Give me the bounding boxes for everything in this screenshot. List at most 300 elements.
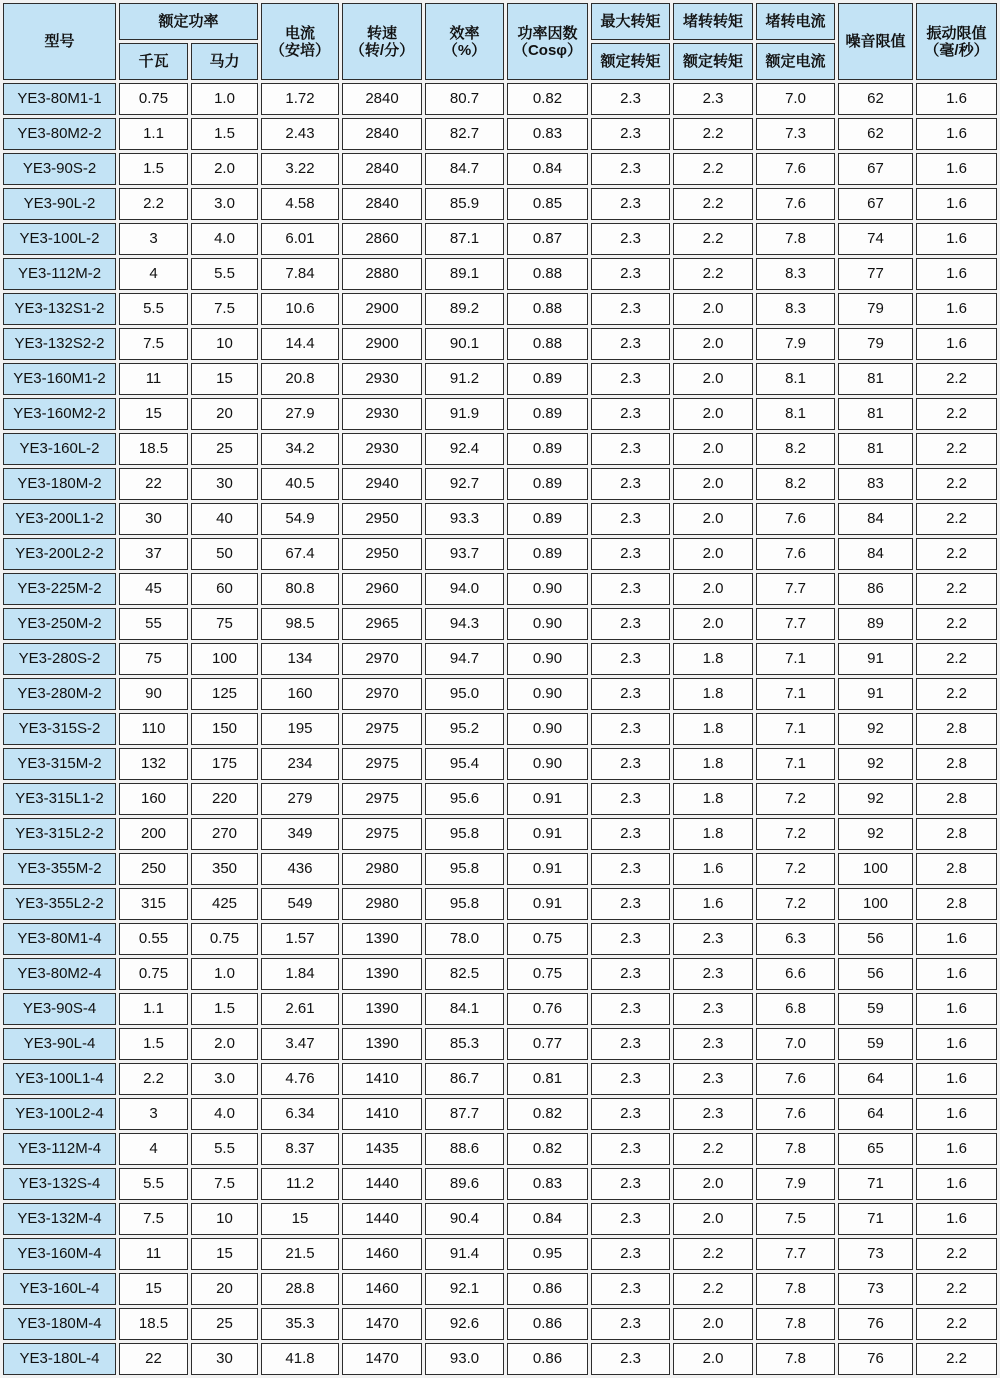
cell-vibration-limit: 1.6 (916, 1028, 997, 1060)
cell-kw: 2.2 (119, 188, 188, 220)
cell-power-factor: 0.88 (507, 293, 588, 325)
cell-kw: 250 (119, 853, 188, 885)
cell-max-torque-ratio: 2.3 (591, 503, 670, 535)
cell-locked-current-ratio: 7.7 (756, 1238, 835, 1270)
cell-max-torque-ratio: 2.3 (591, 293, 670, 325)
cell-locked-current-ratio: 7.2 (756, 853, 835, 885)
cell-hp: 7.5 (191, 293, 258, 325)
cell-locked-current-ratio: 6.6 (756, 958, 835, 990)
cell-kw: 3 (119, 1098, 188, 1130)
cell-hp: 30 (191, 468, 258, 500)
cell-vibration-limit: 2.2 (916, 363, 997, 395)
cell-max-torque-ratio: 2.3 (591, 118, 670, 150)
cell-hp: 20 (191, 1273, 258, 1305)
cell-model: YE3-160M-4 (3, 1238, 116, 1270)
cell-hp: 1.5 (191, 118, 258, 150)
table-row (3, 1028, 997, 1060)
cell-noise-limit: 91 (838, 678, 913, 710)
cell-noise-limit: 67 (838, 188, 913, 220)
cell-speed: 2970 (342, 678, 422, 710)
cell-max-torque-ratio: 2.3 (591, 853, 670, 885)
cell-model: YE3-160L-2 (3, 433, 116, 465)
table-row (3, 713, 997, 745)
cell-model: YE3-112M-2 (3, 258, 116, 290)
cell-locked-current-ratio: 8.3 (756, 258, 835, 290)
table-row (3, 818, 997, 850)
cell-hp: 5.5 (191, 1133, 258, 1165)
cell-power-factor: 0.89 (507, 538, 588, 570)
table-row (3, 433, 997, 465)
cell-current: 28.8 (261, 1273, 339, 1305)
cell-model: YE3-280S-2 (3, 643, 116, 675)
cell-locked-current-ratio: 7.9 (756, 328, 835, 360)
cell-speed: 1390 (342, 1028, 422, 1060)
cell-kw: 11 (119, 1238, 188, 1270)
cell-current: 7.84 (261, 258, 339, 290)
cell-noise-limit: 62 (838, 118, 913, 150)
cell-max-torque-ratio: 2.3 (591, 678, 670, 710)
cell-speed: 2840 (342, 118, 422, 150)
cell-locked-torque-ratio: 1.8 (673, 643, 753, 675)
cell-locked-current-ratio: 7.1 (756, 748, 835, 780)
cell-current: 279 (261, 783, 339, 815)
table-row (3, 293, 997, 325)
cell-noise-limit: 64 (838, 1098, 913, 1130)
cell-speed: 2980 (342, 888, 422, 920)
cell-max-torque-ratio: 2.3 (591, 888, 670, 920)
cell-noise-limit: 74 (838, 223, 913, 255)
cell-efficiency: 84.7 (425, 153, 504, 185)
cell-kw: 0.75 (119, 83, 188, 115)
cell-model: YE3-132M-4 (3, 1203, 116, 1235)
cell-vibration-limit: 1.6 (916, 923, 997, 955)
cell-vibration-limit: 1.6 (916, 958, 997, 990)
cell-current: 27.9 (261, 398, 339, 430)
cell-locked-current-ratio: 7.6 (756, 1098, 835, 1130)
cell-power-factor: 0.91 (507, 853, 588, 885)
cell-efficiency: 94.3 (425, 608, 504, 640)
cell-vibration-limit: 1.6 (916, 328, 997, 360)
table-row (3, 958, 997, 990)
cell-kw: 315 (119, 888, 188, 920)
table-row (3, 1203, 997, 1235)
table-row (3, 328, 997, 360)
col-header-noise-limit: 噪音限值 (838, 3, 913, 80)
cell-efficiency: 91.2 (425, 363, 504, 395)
cell-noise-limit: 62 (838, 83, 913, 115)
cell-noise-limit: 71 (838, 1168, 913, 1200)
col-header-speed (342, 3, 422, 80)
table-row (3, 608, 997, 640)
cell-locked-current-ratio: 7.8 (756, 223, 835, 255)
cell-efficiency: 92.7 (425, 468, 504, 500)
cell-current: 67.4 (261, 538, 339, 570)
cell-current: 2.43 (261, 118, 339, 150)
cell-current: 15 (261, 1203, 339, 1235)
cell-current: 3.47 (261, 1028, 339, 1060)
cell-locked-torque-ratio: 1.8 (673, 818, 753, 850)
table-row (3, 573, 997, 605)
cell-current: 436 (261, 853, 339, 885)
cell-efficiency: 94.0 (425, 573, 504, 605)
cell-hp: 220 (191, 783, 258, 815)
cell-model: YE3-90L-2 (3, 188, 116, 220)
cell-vibration-limit: 1.6 (916, 993, 997, 1025)
cell-locked-current-ratio: 7.8 (756, 1308, 835, 1340)
cell-current: 549 (261, 888, 339, 920)
cell-locked-torque-ratio: 2.3 (673, 83, 753, 115)
cell-noise-limit: 86 (838, 573, 913, 605)
cell-speed: 1435 (342, 1133, 422, 1165)
cell-vibration-limit: 1.6 (916, 1168, 997, 1200)
cell-speed: 2840 (342, 188, 422, 220)
table-row (3, 1308, 997, 1340)
header-line: 功率因数 (517, 24, 578, 42)
table-row (3, 363, 997, 395)
cell-speed: 1390 (342, 958, 422, 990)
cell-current: 1.57 (261, 923, 339, 955)
cell-efficiency: 95.2 (425, 713, 504, 745)
col-header-kw: 千瓦 (119, 43, 188, 80)
cell-noise-limit: 81 (838, 363, 913, 395)
cell-locked-torque-ratio: 1.6 (673, 853, 753, 885)
cell-max-torque-ratio: 2.3 (591, 993, 670, 1025)
cell-efficiency: 95.8 (425, 818, 504, 850)
cell-locked-current-ratio: 7.2 (756, 783, 835, 815)
cell-noise-limit: 79 (838, 328, 913, 360)
col-header-locked-torque-numerator: 堵转转矩 (673, 3, 753, 40)
cell-hp: 150 (191, 713, 258, 745)
cell-current: 98.5 (261, 608, 339, 640)
cell-model: YE3-90S-2 (3, 153, 116, 185)
cell-locked-current-ratio: 8.2 (756, 433, 835, 465)
cell-kw: 0.55 (119, 923, 188, 955)
cell-vibration-limit: 2.2 (916, 678, 997, 710)
cell-efficiency: 89.1 (425, 258, 504, 290)
cell-max-torque-ratio: 2.3 (591, 958, 670, 990)
table-row (3, 783, 997, 815)
cell-noise-limit: 73 (838, 1273, 913, 1305)
cell-hp: 10 (191, 1203, 258, 1235)
cell-current: 234 (261, 748, 339, 780)
cell-kw: 55 (119, 608, 188, 640)
cell-speed: 2930 (342, 398, 422, 430)
cell-locked-torque-ratio: 2.3 (673, 1063, 753, 1095)
cell-kw: 5.5 (119, 1168, 188, 1200)
cell-vibration-limit: 1.6 (916, 1098, 997, 1130)
cell-model: YE3-180M-2 (3, 468, 116, 500)
table-row (3, 83, 997, 115)
cell-locked-torque-ratio: 1.8 (673, 783, 753, 815)
cell-vibration-limit: 2.2 (916, 538, 997, 570)
cell-locked-current-ratio: 7.6 (756, 153, 835, 185)
cell-locked-current-ratio: 7.6 (756, 188, 835, 220)
cell-current: 35.3 (261, 1308, 339, 1340)
cell-speed: 2860 (342, 223, 422, 255)
cell-max-torque-ratio: 2.3 (591, 188, 670, 220)
cell-vibration-limit: 1.6 (916, 223, 997, 255)
cell-locked-torque-ratio: 2.2 (673, 1133, 753, 1165)
cell-hp: 175 (191, 748, 258, 780)
cell-model: YE3-100L-2 (3, 223, 116, 255)
cell-hp: 3.0 (191, 188, 258, 220)
cell-power-factor: 0.89 (507, 398, 588, 430)
cell-locked-torque-ratio: 2.0 (673, 468, 753, 500)
cell-hp: 60 (191, 573, 258, 605)
cell-hp: 4.0 (191, 1098, 258, 1130)
cell-hp: 10 (191, 328, 258, 360)
cell-speed: 2950 (342, 503, 422, 535)
header-line: （转/分） (349, 41, 415, 59)
cell-efficiency: 89.2 (425, 293, 504, 325)
cell-model: YE3-250M-2 (3, 608, 116, 640)
cell-current: 10.6 (261, 293, 339, 325)
cell-locked-current-ratio: 7.5 (756, 1203, 835, 1235)
cell-locked-current-ratio: 7.0 (756, 83, 835, 115)
cell-locked-torque-ratio: 1.8 (673, 713, 753, 745)
cell-hp: 15 (191, 1238, 258, 1270)
cell-kw: 45 (119, 573, 188, 605)
cell-vibration-limit: 1.6 (916, 258, 997, 290)
cell-model: YE3-80M1-1 (3, 83, 116, 115)
cell-hp: 2.0 (191, 153, 258, 185)
cell-speed: 2975 (342, 748, 422, 780)
cell-speed: 2960 (342, 573, 422, 605)
cell-efficiency: 92.6 (425, 1308, 504, 1340)
cell-vibration-limit: 1.6 (916, 1063, 997, 1095)
cell-current: 21.5 (261, 1238, 339, 1270)
cell-hp: 7.5 (191, 1168, 258, 1200)
cell-model: YE3-100L2-4 (3, 1098, 116, 1130)
cell-speed: 2940 (342, 468, 422, 500)
cell-vibration-limit: 1.6 (916, 188, 997, 220)
cell-power-factor: 0.89 (507, 433, 588, 465)
cell-current: 41.8 (261, 1343, 339, 1375)
cell-vibration-limit: 2.2 (916, 1308, 997, 1340)
cell-power-factor: 0.81 (507, 1063, 588, 1095)
cell-locked-torque-ratio: 2.3 (673, 1028, 753, 1060)
cell-locked-torque-ratio: 2.0 (673, 328, 753, 360)
cell-model: YE3-355M-2 (3, 853, 116, 885)
cell-power-factor: 0.90 (507, 643, 588, 675)
table-row (3, 1273, 997, 1305)
cell-model: YE3-90L-4 (3, 1028, 116, 1060)
col-header-vibration-limit (916, 3, 997, 80)
col-header-model: 型号 (3, 3, 116, 80)
cell-current: 20.8 (261, 363, 339, 395)
cell-hp: 2.0 (191, 1028, 258, 1060)
cell-hp: 4.0 (191, 223, 258, 255)
cell-efficiency: 88.6 (425, 1133, 504, 1165)
cell-power-factor: 0.87 (507, 223, 588, 255)
cell-efficiency: 93.3 (425, 503, 504, 535)
cell-vibration-limit: 2.2 (916, 433, 997, 465)
cell-power-factor: 0.84 (507, 1203, 588, 1235)
header-line: 电流 (285, 24, 316, 42)
cell-kw: 11 (119, 363, 188, 395)
cell-power-factor: 0.84 (507, 153, 588, 185)
table-row (3, 923, 997, 955)
table-row (3, 1133, 997, 1165)
cell-model: YE3-80M2-2 (3, 118, 116, 150)
cell-model: YE3-280M-2 (3, 678, 116, 710)
cell-max-torque-ratio: 2.3 (591, 223, 670, 255)
cell-speed: 1390 (342, 923, 422, 955)
cell-noise-limit: 77 (838, 258, 913, 290)
cell-max-torque-ratio: 2.3 (591, 468, 670, 500)
cell-locked-torque-ratio: 2.2 (673, 1238, 753, 1270)
cell-speed: 2980 (342, 853, 422, 885)
cell-noise-limit: 100 (838, 853, 913, 885)
cell-locked-current-ratio: 7.7 (756, 573, 835, 605)
cell-efficiency: 82.5 (425, 958, 504, 990)
cell-max-torque-ratio: 2.3 (591, 1203, 670, 1235)
table-row (3, 468, 997, 500)
cell-current: 4.58 (261, 188, 339, 220)
cell-hp: 100 (191, 643, 258, 675)
cell-locked-torque-ratio: 2.2 (673, 153, 753, 185)
cell-kw: 2.2 (119, 1063, 188, 1095)
cell-locked-current-ratio: 7.8 (756, 1343, 835, 1375)
cell-hp: 5.5 (191, 258, 258, 290)
table-row (3, 888, 997, 920)
cell-locked-torque-ratio: 2.2 (673, 118, 753, 150)
cell-locked-torque-ratio: 2.0 (673, 293, 753, 325)
cell-model: YE3-315L2-2 (3, 818, 116, 850)
cell-current: 6.01 (261, 223, 339, 255)
cell-vibration-limit: 2.2 (916, 1343, 997, 1375)
cell-max-torque-ratio: 2.3 (591, 433, 670, 465)
cell-kw: 30 (119, 503, 188, 535)
cell-locked-current-ratio: 7.2 (756, 888, 835, 920)
cell-power-factor: 0.91 (507, 818, 588, 850)
col-header-efficiency (425, 3, 504, 80)
table-row (3, 993, 997, 1025)
col-header-rated-power: 额定功率 (119, 3, 258, 40)
cell-vibration-limit: 2.8 (916, 853, 997, 885)
cell-vibration-limit: 2.8 (916, 713, 997, 745)
cell-vibration-limit: 2.2 (916, 398, 997, 430)
cell-max-torque-ratio: 2.3 (591, 83, 670, 115)
cell-noise-limit: 65 (838, 1133, 913, 1165)
cell-max-torque-ratio: 2.3 (591, 153, 670, 185)
table-row (3, 258, 997, 290)
cell-vibration-limit: 2.2 (916, 573, 997, 605)
col-header-locked-current-denominator: 额定电流 (756, 43, 835, 80)
cell-model: YE3-315M-2 (3, 748, 116, 780)
cell-kw: 160 (119, 783, 188, 815)
cell-efficiency: 78.0 (425, 923, 504, 955)
cell-current: 195 (261, 713, 339, 745)
cell-locked-current-ratio: 7.0 (756, 1028, 835, 1060)
cell-max-torque-ratio: 2.3 (591, 1343, 670, 1375)
table-row (3, 1063, 997, 1095)
cell-efficiency: 90.1 (425, 328, 504, 360)
cell-locked-current-ratio: 6.8 (756, 993, 835, 1025)
cell-kw: 37 (119, 538, 188, 570)
cell-vibration-limit: 2.2 (916, 643, 997, 675)
cell-locked-torque-ratio: 2.0 (673, 608, 753, 640)
cell-power-factor: 0.88 (507, 258, 588, 290)
cell-vibration-limit: 2.2 (916, 503, 997, 535)
cell-speed: 2930 (342, 433, 422, 465)
cell-power-factor: 0.82 (507, 1098, 588, 1130)
cell-kw: 4 (119, 258, 188, 290)
cell-current: 34.2 (261, 433, 339, 465)
cell-model: YE3-160L-4 (3, 1273, 116, 1305)
table-row (3, 643, 997, 675)
cell-locked-torque-ratio: 2.0 (673, 363, 753, 395)
cell-noise-limit: 56 (838, 923, 913, 955)
cell-power-factor: 0.86 (507, 1308, 588, 1340)
table-row (3, 153, 997, 185)
cell-locked-torque-ratio: 2.2 (673, 188, 753, 220)
cell-power-factor: 0.95 (507, 1238, 588, 1270)
cell-speed: 2900 (342, 328, 422, 360)
cell-hp: 15 (191, 363, 258, 395)
cell-speed: 1390 (342, 993, 422, 1025)
cell-power-factor: 0.83 (507, 1168, 588, 1200)
cell-kw: 110 (119, 713, 188, 745)
cell-locked-torque-ratio: 1.6 (673, 888, 753, 920)
cell-locked-torque-ratio: 2.2 (673, 258, 753, 290)
cell-max-torque-ratio: 2.3 (591, 258, 670, 290)
cell-kw: 22 (119, 468, 188, 500)
cell-noise-limit: 89 (838, 608, 913, 640)
table-row (3, 538, 997, 570)
cell-locked-torque-ratio: 1.8 (673, 748, 753, 780)
cell-vibration-limit: 2.2 (916, 468, 997, 500)
cell-kw: 15 (119, 1273, 188, 1305)
cell-locked-current-ratio: 8.3 (756, 293, 835, 325)
cell-noise-limit: 73 (838, 1238, 913, 1270)
cell-noise-limit: 67 (838, 153, 913, 185)
cell-efficiency: 82.7 (425, 118, 504, 150)
cell-power-factor: 0.91 (507, 888, 588, 920)
cell-locked-torque-ratio: 2.3 (673, 1098, 753, 1130)
table-row (3, 748, 997, 780)
cell-kw: 7.5 (119, 328, 188, 360)
cell-power-factor: 0.75 (507, 958, 588, 990)
cell-noise-limit: 81 (838, 398, 913, 430)
cell-noise-limit: 84 (838, 503, 913, 535)
cell-efficiency: 90.4 (425, 1203, 504, 1235)
cell-kw: 0.75 (119, 958, 188, 990)
cell-current: 160 (261, 678, 339, 710)
cell-max-torque-ratio: 2.3 (591, 748, 670, 780)
cell-vibration-limit: 1.6 (916, 153, 997, 185)
cell-noise-limit: 59 (838, 1028, 913, 1060)
cell-locked-torque-ratio: 2.3 (673, 993, 753, 1025)
cell-locked-torque-ratio: 2.0 (673, 503, 753, 535)
cell-hp: 3.0 (191, 1063, 258, 1095)
cell-kw: 90 (119, 678, 188, 710)
table-row (3, 1168, 997, 1200)
cell-model: YE3-132S-4 (3, 1168, 116, 1200)
cell-hp: 350 (191, 853, 258, 885)
cell-hp: 50 (191, 538, 258, 570)
cell-power-factor: 0.83 (507, 118, 588, 150)
cell-model: YE3-160M1-2 (3, 363, 116, 395)
cell-model: YE3-180M-4 (3, 1308, 116, 1340)
cell-hp: 75 (191, 608, 258, 640)
cell-efficiency: 93.7 (425, 538, 504, 570)
cell-efficiency: 91.4 (425, 1238, 504, 1270)
cell-locked-current-ratio: 7.1 (756, 643, 835, 675)
cell-locked-current-ratio: 7.9 (756, 1168, 835, 1200)
cell-max-torque-ratio: 2.3 (591, 1273, 670, 1305)
cell-power-factor: 0.91 (507, 783, 588, 815)
